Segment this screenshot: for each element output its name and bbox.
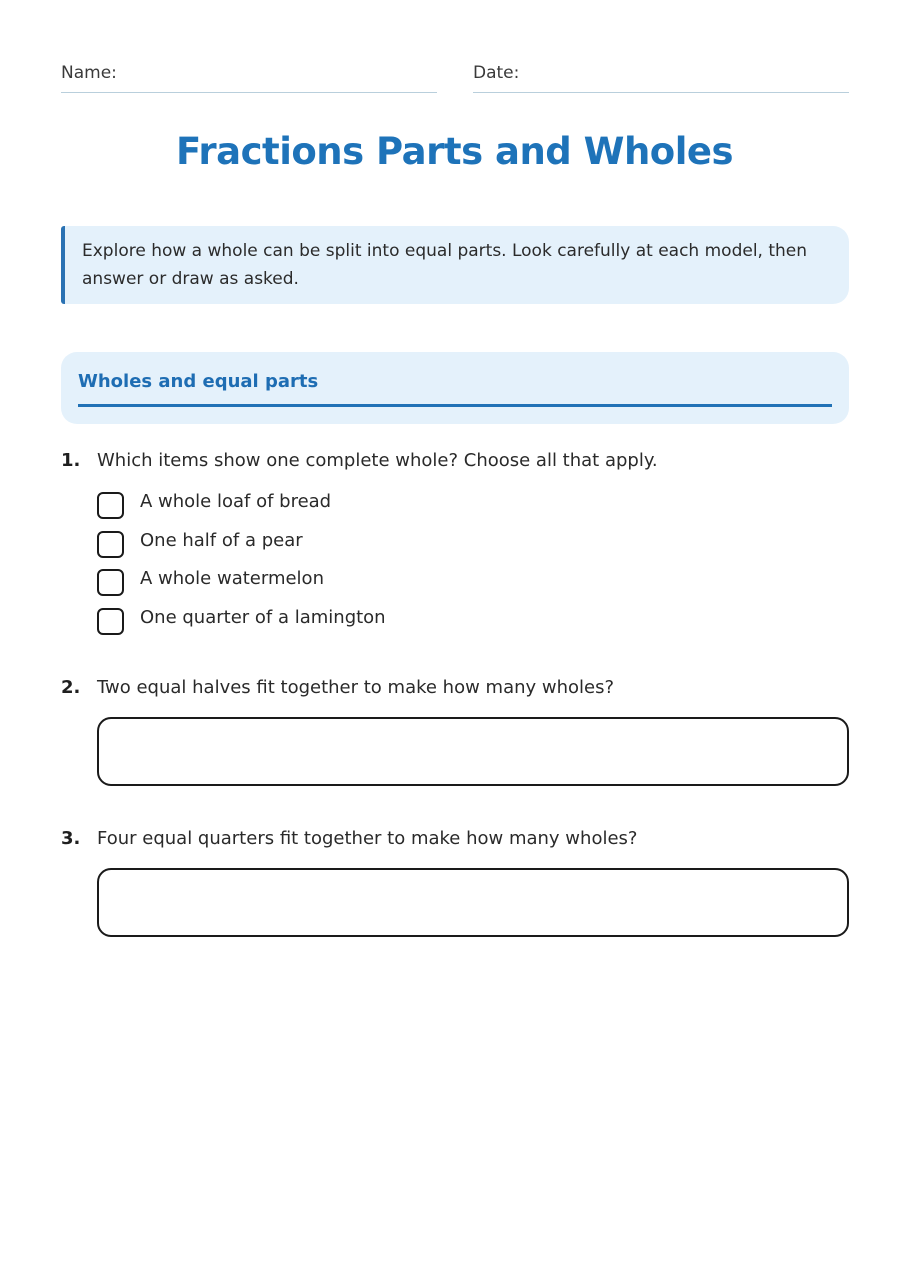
date-field[interactable] (473, 62, 849, 93)
page-title: Fractions Parts and Wholes (175, 130, 734, 173)
name-label: Name: (61, 63, 117, 83)
checkbox[interactable] (97, 608, 124, 635)
section-header (61, 352, 849, 424)
answer-box[interactable] (97, 717, 849, 786)
option-item[interactable] (97, 606, 386, 645)
option-label: One half of a pear (140, 529, 303, 551)
question-text: Two equal halves fit together to make how many wholes? (97, 677, 615, 698)
option-item[interactable] (97, 490, 386, 529)
option-label: A whole watermelon (140, 568, 324, 590)
question-number: 2. (61, 677, 81, 698)
date-label: Date: (473, 63, 520, 83)
checkbox[interactable] (97, 492, 124, 519)
option-label: A whole loaf of bread (140, 491, 332, 512)
question-text: Which items show one complete whole? Choose all that apply. (97, 450, 658, 471)
option-label: One quarter of a lamington (140, 607, 386, 629)
question-text: Four equal quarters fit together to make how many wholes? (97, 828, 638, 849)
option-list (97, 490, 386, 645)
checkbox[interactable] (97, 569, 124, 596)
section-title: Wholes and equal parts (78, 352, 832, 407)
name-field[interactable] (61, 62, 437, 93)
option-item[interactable] (97, 529, 386, 568)
checkbox[interactable] (97, 531, 124, 558)
question-number: 3. (61, 828, 81, 849)
option-item[interactable] (97, 567, 386, 606)
question-number: 1. (61, 450, 81, 471)
intro-callout: Explore how a whole can be split into equal parts. Look carefully at each model, then answer or draw as asked. (61, 226, 849, 304)
answer-box[interactable] (97, 868, 849, 937)
